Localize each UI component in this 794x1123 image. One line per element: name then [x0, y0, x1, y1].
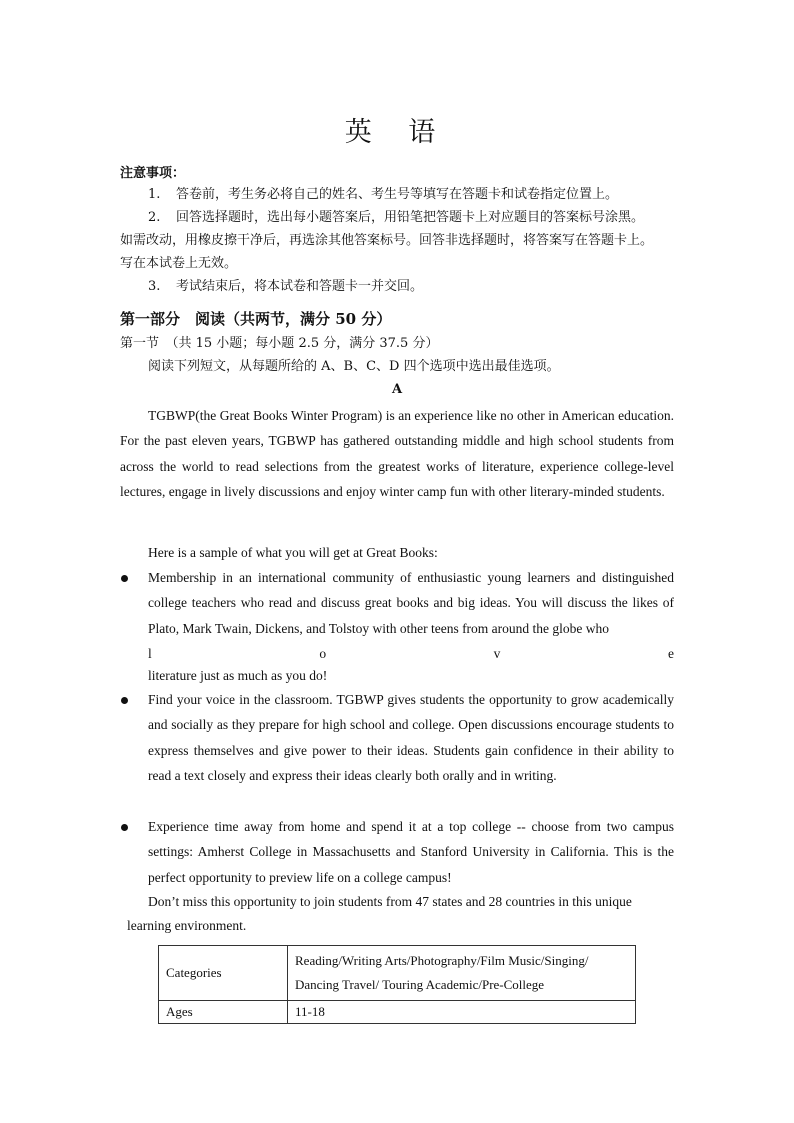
spread-letter: v [493, 645, 501, 661]
notice-item-2-continued: 写在本试卷上无效。 [120, 256, 238, 271]
notice-item-3 [148, 275, 423, 298]
part-one-title: 第一部分 阅读（共两节，满分 50 分） [120, 310, 392, 328]
table-cell [288, 946, 636, 1001]
cell-line: Reading/Writing Arts/Photography/Film Music/Singing/ [295, 953, 589, 968]
bullet-icon [121, 697, 128, 704]
bullet-text: Membership in an international community of enthusiastic young learners and distinguished college teachers who read and discuss great books and big ideas. You will discuss the likes of Plato, Mark Twain, Dickens, and Tolstoy with other teens from around the globe who [148, 570, 674, 636]
categories-table [158, 945, 636, 1024]
spread-line [148, 641, 674, 666]
notice-item-number: 2. [148, 210, 161, 225]
closing-line: learning environment. [127, 918, 247, 933]
passage-label: A [391, 382, 403, 397]
spread-letter: o [319, 645, 327, 661]
bullet-tail: literature just as much as you do! [148, 668, 328, 684]
bullet-icon [121, 824, 128, 831]
table-cell: Ages [159, 1001, 288, 1024]
notice-item-1 [148, 183, 618, 206]
instruction-text: 阅读下列短文，从每题所给的 A、B、C、D 四个选项中选出最佳选项。 [148, 359, 560, 374]
notice-item-2 [148, 206, 644, 229]
table-row [159, 1001, 636, 1024]
notice-heading: 注意事项： [120, 166, 186, 181]
bullet-item-3: Experience time away from home and spend it at a top college -- choose from two campus settings: Amherst College in Massachusetts and Stanford University in California. This is the perfect opportunity to preview life on a college campus! [148, 819, 674, 885]
table-row [159, 946, 636, 1001]
table-cell: 11-18 [288, 1001, 636, 1024]
bullet-item-2: Find your voice in the classroom. TGBWP gives students the opportunity to grow academically and socially as they prepare for high school and college. Open discussions encourage students to express themselves and give power to their ideas. Students gain confidence in their ability to read a text closely and express their ideas clearly both orally and in writing. [148, 692, 674, 783]
notice-item-text: 考试结束后，将本试卷和答题卡一并交回。 [176, 279, 424, 294]
notice-item-number: 3. [148, 279, 161, 294]
spread-letter: e [668, 645, 674, 661]
spread-letter: l [148, 645, 152, 661]
notice-item-text: 答卷前，考生务必将自己的姓名、考生号等填写在答题卡和试卷指定位置上。 [176, 187, 619, 202]
section-one-title: 第一节 （共 15 小题；每小题 2.5 分，满分 37.5 分） [120, 336, 439, 351]
notice-item-text: 回答选择题时，选出每小题答案后，用铅笔把答题卡上对应题目的答案标号涂黑。 [176, 210, 645, 225]
table-cell: Categories [159, 946, 288, 1001]
closing-line: Don’t miss this opportunity to join students from 47 states and 28 countries in this unique [148, 894, 632, 909]
page-title: 英 语 [344, 117, 450, 148]
bullet-item-1 [148, 565, 674, 686]
passage-intro: TGBWP(the Great Books Winter Program) is an experience like no other in American education. For the past eleven years, TGBWP has gathered outstanding middle and high school students from across the world to read selections from the greatest works of literature, experience college-level lectures, engage in lively discussions and enjoy winter camp fun with other literary-minded students. [120, 408, 674, 499]
cell-line: Dancing Travel/ Touring Academic/Pre-College [295, 977, 545, 992]
notice-item-number: 1. [148, 187, 161, 202]
notice-item-2-continued: 如需改动，用橡皮擦干净后，再选涂其他答案标号。回答非选择题时，将答案写在答题卡上。 [120, 233, 654, 248]
sample-line: Here is a sample of what you will get at Great Books: [148, 545, 438, 560]
bullet-icon [121, 575, 128, 582]
